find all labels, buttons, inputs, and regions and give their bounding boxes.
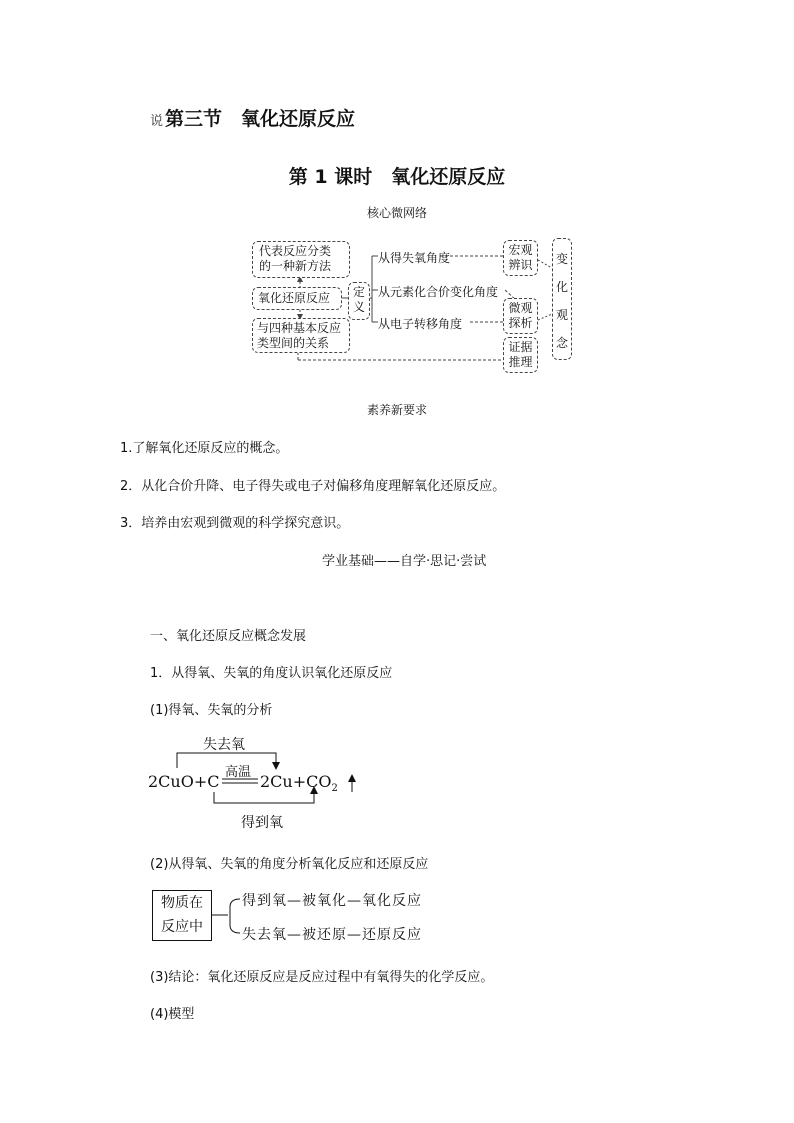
- branch-upper: 得到氧—被氧化—氧化反应: [242, 893, 422, 909]
- box-macro-identification: 宏观 辨识: [503, 240, 538, 276]
- box-change-concept: 变 化 观 念: [552, 238, 572, 360]
- requirement-item: 2．从化合价升降、电子得失或电子对偏移角度理解氧化还原反应。: [120, 479, 506, 494]
- requirement-item: 3．培养由宏观到微观的科学探究意识。: [120, 516, 350, 531]
- branch-lower: 失去氧—被还原—还原反应: [242, 927, 422, 943]
- section-title: 说 第三节 氧化还原反应: [150, 108, 356, 130]
- basics-heading: 学业基础——自学·思记·尝试: [322, 554, 487, 569]
- box-definition: 定 义: [348, 282, 370, 320]
- angle-valence: 从元素化合价变化角度: [378, 285, 499, 299]
- box-classification-method: 代表反应分类 的一种新方法: [252, 241, 350, 278]
- box-micro-analysis: 微观 探析: [503, 298, 538, 334]
- part1-sub1: 1．从得氧、失氧的角度认识氧化还原反应: [150, 666, 393, 681]
- lesson-title: 第 1 课时 氧化还原反应: [288, 166, 506, 188]
- substance-box: 物质在 反应中: [152, 890, 212, 941]
- box-redox-reaction: 氧化还原反应: [252, 287, 342, 310]
- concept-map-heading: 核心微网络: [366, 206, 427, 220]
- angle-oxygen: 从得失氧角度: [378, 251, 451, 265]
- lose-oxygen-label: 失去氧: [203, 737, 245, 753]
- part1-item1: (1)得氧、失氧的分析: [150, 703, 273, 718]
- requirements-heading: 素养新要求: [366, 403, 427, 417]
- part1-heading: 一、氧化还原反应概念发展: [150, 629, 307, 644]
- reaction-condition: 高温: [225, 765, 252, 780]
- box-evidence-reasoning: 证据 推理: [503, 337, 538, 373]
- gain-oxygen-label: 得到氧: [241, 815, 283, 831]
- part1-item3: (3)结论：氧化还原反应是反应过程中有氧得失的化学反应。: [150, 970, 494, 985]
- part1-item2: (2)从得氧、失氧的角度分析氧化反应和还原反应: [150, 857, 429, 872]
- equation-left: 2CuO+C: [148, 772, 220, 791]
- box-basic-reaction-relation: 与四种基本反应 类型间的关系: [252, 318, 350, 353]
- section-mark: 说: [150, 114, 164, 129]
- part1-item4: (4)模型: [150, 1007, 195, 1022]
- equation-right: $2Cu+CO_2$: [260, 772, 338, 795]
- angle-electron: 从电子转移角度: [378, 317, 463, 331]
- requirement-item: 1.了解氧化还原反应的概念。: [120, 441, 289, 456]
